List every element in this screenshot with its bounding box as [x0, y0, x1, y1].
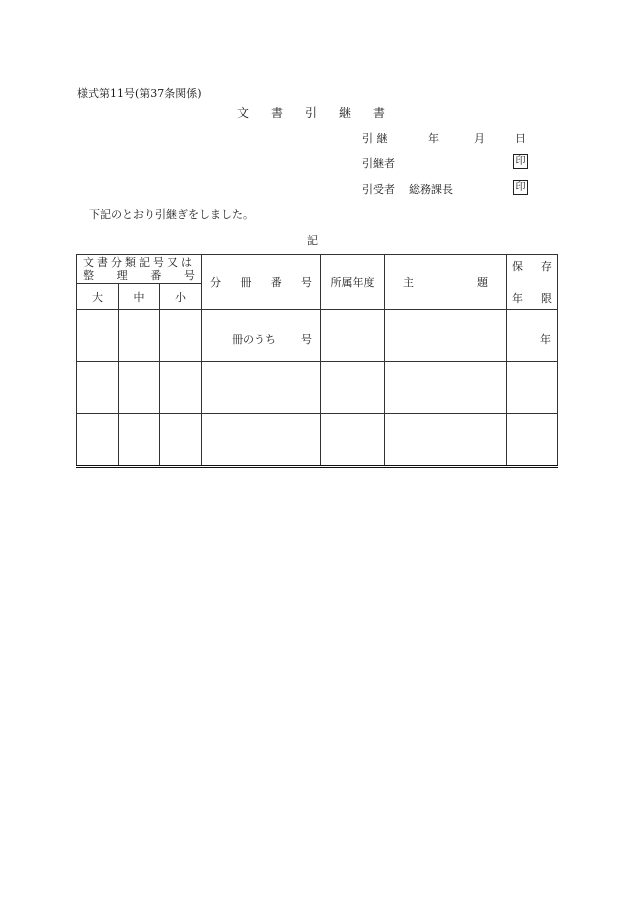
retention-period-header: 保 存 年 限 — [507, 255, 558, 310]
handover-records-table — [76, 254, 558, 468]
subject-cell[interactable] — [385, 310, 507, 362]
date-month-label: 月 — [474, 132, 485, 145]
retention-cell[interactable] — [507, 362, 558, 414]
table-row — [77, 362, 558, 414]
date-year-label: 年 — [428, 132, 439, 145]
table-row — [77, 414, 558, 467]
table-row — [77, 310, 558, 362]
medium-class-cell[interactable] — [119, 414, 160, 467]
years-suffix: 年 — [540, 332, 552, 346]
seal-mark: 印 — [513, 154, 528, 169]
classification-line1: 文書分類記号又は — [83, 256, 196, 269]
handover-seal — [513, 154, 528, 169]
large-class-cell[interactable] — [77, 310, 119, 362]
form-number: 様式第11号(第37条関係) — [77, 87, 202, 100]
small-class-cell[interactable] — [160, 414, 202, 467]
receiver-seal — [513, 180, 528, 195]
small-class-cell[interactable] — [160, 310, 202, 362]
fiscal-year-cell[interactable] — [321, 362, 385, 414]
volume-number-cell[interactable] — [202, 362, 321, 414]
date-prefix: 引 継 — [362, 132, 388, 145]
subject-header: 主 題 — [385, 255, 507, 310]
volume-number-header: 分 冊 番 号 — [202, 255, 321, 310]
document-title: 文書引継書 — [237, 106, 408, 120]
header-row — [77, 255, 558, 284]
volume-of-text: 冊のうち — [232, 332, 277, 346]
fiscal-year-cell[interactable] — [321, 414, 385, 467]
large-class-cell[interactable] — [77, 414, 119, 467]
large-class-cell[interactable] — [77, 362, 119, 414]
date-day-label: 日 — [515, 132, 526, 145]
small-class-header: 小 — [160, 284, 202, 310]
medium-class-header: 中 — [119, 284, 160, 310]
small-class-cell[interactable] — [160, 362, 202, 414]
receiver-label: 引受者 — [362, 183, 395, 196]
seal-mark: 印 — [513, 180, 528, 195]
ki-heading: 記 — [307, 234, 318, 247]
retention-cell[interactable] — [507, 310, 558, 362]
medium-class-cell[interactable] — [119, 362, 160, 414]
subject-cell[interactable] — [385, 362, 507, 414]
medium-class-cell[interactable] — [119, 310, 160, 362]
classification-line2: 整 理 番 号 — [83, 269, 196, 282]
volume-number-cell[interactable] — [202, 310, 321, 362]
fiscal-year-header: 所属年度 — [321, 255, 385, 310]
large-class-header: 大 — [77, 284, 119, 310]
volume-number-cell[interactable] — [202, 414, 321, 467]
intro-text: 下記のとおり引継ぎをしました。 — [89, 208, 254, 221]
receiver-role: 総務課長 — [409, 183, 453, 196]
retention-cell[interactable] — [507, 414, 558, 467]
handover-person-label: 引継者 — [362, 157, 395, 170]
classification-header — [77, 255, 202, 284]
subject-cell[interactable] — [385, 414, 507, 467]
fiscal-year-cell[interactable] — [321, 310, 385, 362]
number-suffix: 号 — [301, 332, 313, 346]
